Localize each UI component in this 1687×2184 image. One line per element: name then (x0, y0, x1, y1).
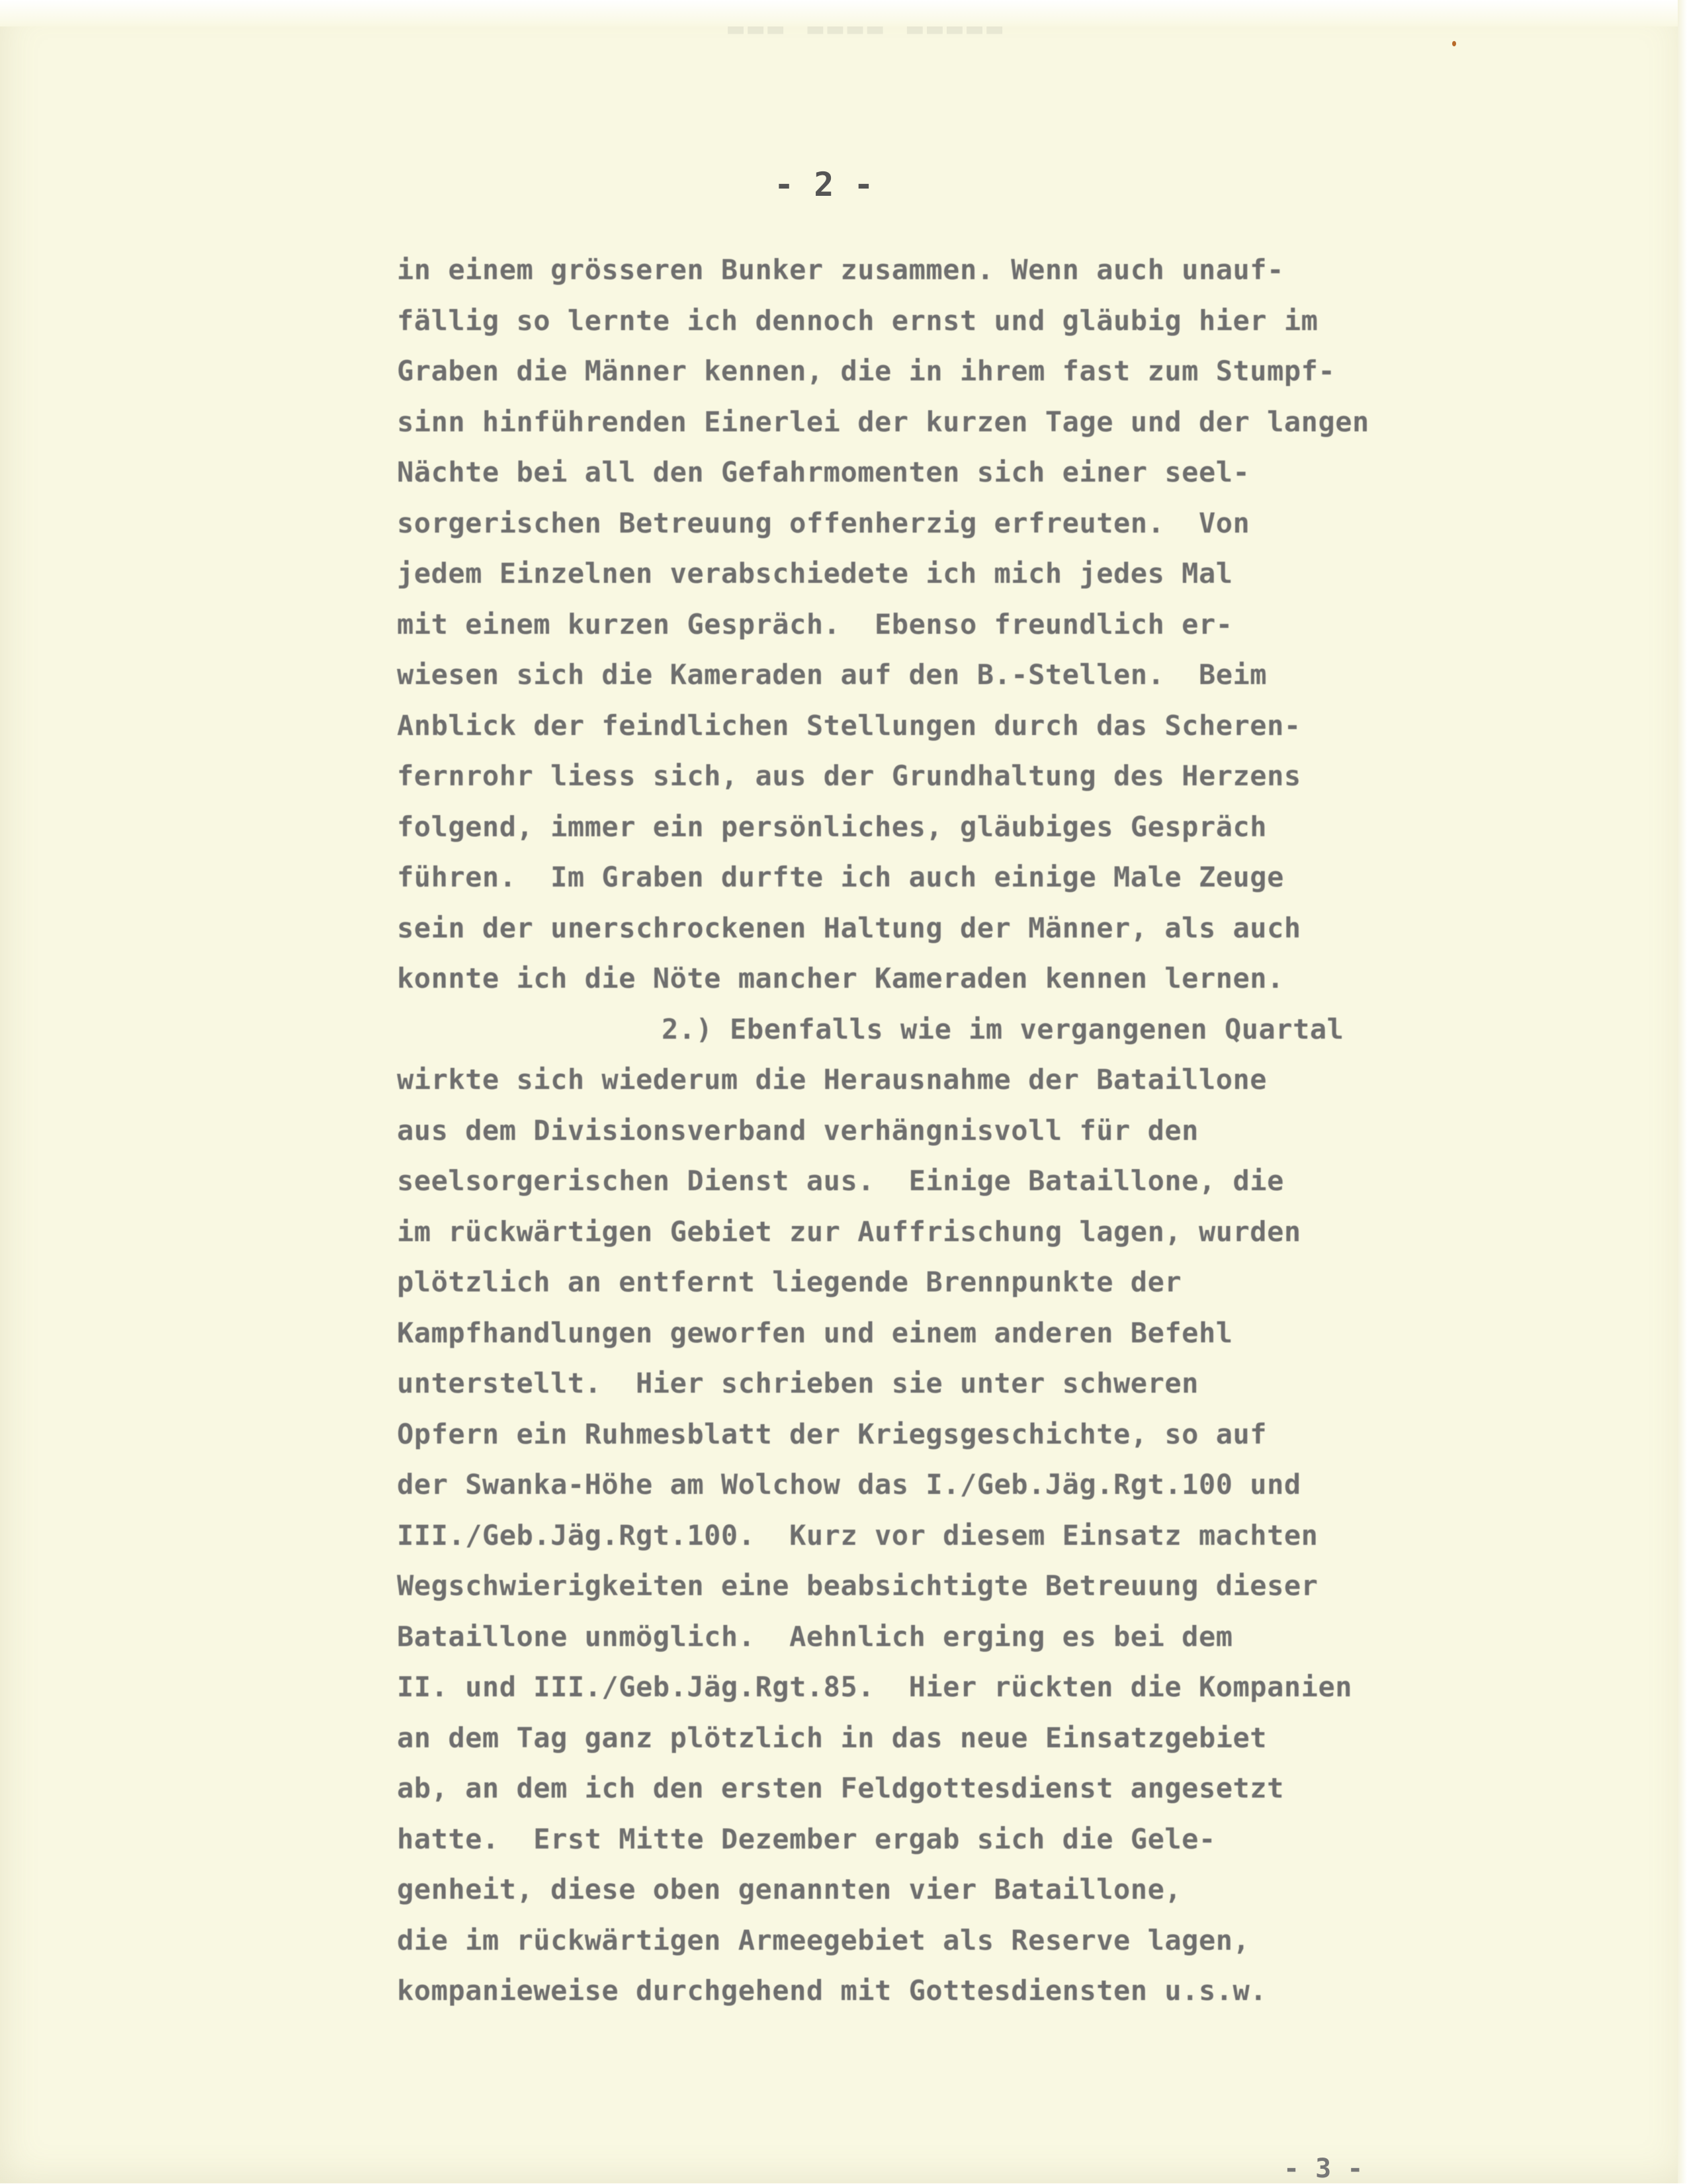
text-line: kompanieweise durchgehend mit Gottesdiensten u.s.w. (397, 1974, 1268, 2007)
text-line: sinn hinführenden Einerlei der kurzen Tage und der langen (397, 405, 1369, 438)
text-line: in einem grösseren Bunker zusammen. Wenn auch unauf- (397, 253, 1284, 286)
text-line: Graben die Männer kennen, die in ihrem fast zum Stumpf- (397, 355, 1336, 387)
text-line: wirkte sich wiederum die Herausnahme der Bataillone (397, 1063, 1268, 1096)
text-line: seelsorgerischen Dienst aus. Einige Bataillone, die (397, 1164, 1284, 1197)
text-line: jedem Einzelnen verabschiedete ich mich jedes Mal (397, 557, 1233, 590)
typed-body-text (397, 245, 1588, 2017)
text-line: Opfern ein Ruhmesblatt der Kriegsgeschichte, so auf (397, 1417, 1268, 1450)
paragraph-2-first-line: 2.) Ebenfalls wie im vergangenen Quartal (662, 1012, 1344, 1045)
paragraph-1 (397, 245, 1588, 1004)
text-line: Wegschwierigkeiten eine beabsichtigte Betreuung dieser (397, 1569, 1319, 1602)
text-line: Nächte bei all den Gefahrmomenten sich einer seel- (397, 456, 1250, 488)
text-line: unterstellt. Hier schrieben sie unter schweren (397, 1367, 1199, 1399)
text-line: ab, an dem ich den ersten Feldgottesdienst angesetzt (397, 1772, 1284, 1804)
text-line: sorgerischen Betreuung offenherzig erfreuten. Von (397, 506, 1250, 539)
text-line: führen. Im Graben durfte ich auch einige Male Zeuge (397, 861, 1284, 893)
text-line: Anblick der feindlichen Stellungen durch das Scheren- (397, 709, 1301, 742)
show-through-text: ▬▬▬ ▬▬▬▬ ▬▬▬▬▬ (728, 13, 1007, 44)
text-line: im rückwärtigen Gebiet zur Auffrischung lagen, wurden (397, 1215, 1301, 1248)
text-line: genheit, diese oben genannten vier Bataillone, (397, 1873, 1182, 1905)
text-line: fällig so lernte ich dennoch ernst und gläubig hier im (397, 304, 1319, 337)
page-number: - 2 - (774, 165, 874, 204)
paragraph-2 (397, 1004, 1588, 2017)
next-page-mark: - 3 - (1283, 2154, 1363, 2184)
text-line: sein der unerschrockenen Haltung der Männer, als auch (397, 911, 1301, 944)
text-line: mit einem kurzen Gespräch. Ebenso freundlich er- (397, 607, 1233, 640)
text-line: plötzlich an entfernt liegende Brennpunkte der (397, 1266, 1182, 1298)
text-line: die im rückwärtigen Armeegebiet als Reserve lagen, (397, 1923, 1250, 1956)
text-line: Bataillone unmöglich. Aehnlich erging es bei dem (397, 1620, 1233, 1653)
paper-speck (1452, 41, 1456, 46)
text-line: aus dem Divisionsverband verhängnisvoll für den (397, 1114, 1199, 1147)
text-line: der Swanka-Höhe am Wolchow das I./Geb.Jäg.Rgt.100 und (397, 1468, 1301, 1501)
scan-right-edge (1678, 0, 1687, 2183)
text-line: an dem Tag ganz plötzlich in das neue Einsatzgebiet (397, 1721, 1268, 1754)
text-line: Kampfhandlungen geworfen und einem anderen Befehl (397, 1316, 1233, 1349)
text-line: III./Geb.Jäg.Rgt.100. Kurz vor diesem Einsatz machten (397, 1518, 1319, 1551)
text-line: konnte ich die Nöte mancher Kameraden kennen lernen. (397, 962, 1284, 994)
text-line: II. und III./Geb.Jäg.Rgt.85. Hier rückten die Kompanien (397, 1671, 1353, 1703)
text-line: hatte. Erst Mitte Dezember ergab sich die Gele- (397, 1822, 1216, 1855)
text-line: fernrohr liess sich, aus der Grundhaltung des Herzens (397, 760, 1301, 792)
text-line: wiesen sich die Kameraden auf den B.-Stellen. Beim (397, 658, 1268, 691)
text-line: folgend, immer ein persönliches, gläubiges Gespräch (397, 810, 1268, 843)
